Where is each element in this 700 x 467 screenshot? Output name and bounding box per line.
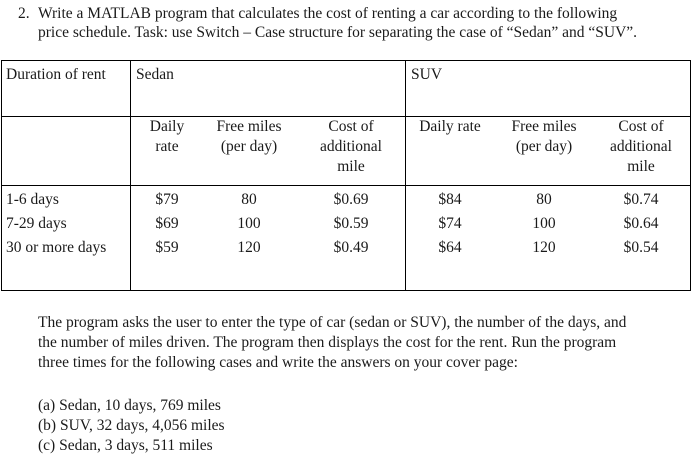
row-suv-cost: $0.54 bbox=[623, 239, 659, 256]
problem-number: 2. bbox=[18, 5, 30, 22]
problem-statement bbox=[18, 4, 694, 42]
problem-line-1: Write a MATLAB program that calculates the cost of renting a car according to the following bbox=[38, 5, 618, 22]
row-suv-free: 120 bbox=[532, 239, 556, 256]
list-item: (b) SUV, 32 days, 4,056 miles bbox=[38, 417, 225, 434]
instructions-line-1: The program asks the user to enter the type of car (sedan or SUV), the number of the days, and bbox=[38, 314, 627, 331]
row-sedan-rate: $69 bbox=[155, 215, 179, 232]
test-cases-list bbox=[38, 396, 225, 456]
subheader-text: mile bbox=[627, 158, 655, 175]
row-suv-rate: $64 bbox=[438, 239, 462, 256]
row-sedan-rate: $59 bbox=[155, 239, 179, 256]
problem-line-2: price schedule. Task: use Switch – Case structure for separating the case of “Sedan” and “SUV”. bbox=[38, 24, 638, 41]
header-sedan: Sedan bbox=[136, 66, 174, 83]
row-duration: 30 or more days bbox=[6, 239, 107, 256]
table-divider-duration bbox=[130, 61, 131, 290]
subheader-text: Daily bbox=[149, 118, 185, 135]
instructions-paragraph bbox=[38, 313, 688, 373]
subheader-text: additional bbox=[610, 138, 672, 155]
row-sedan-free: 120 bbox=[237, 239, 261, 256]
subheader-suv-cost bbox=[594, 117, 688, 177]
row-suv-free: 80 bbox=[536, 191, 552, 208]
problem-text bbox=[38, 4, 694, 42]
subheader-sedan-free-miles bbox=[200, 117, 298, 157]
subheader-text: Daily rate bbox=[419, 118, 481, 135]
subheader-sedan-daily-rate bbox=[134, 117, 200, 157]
header-suv: SUV bbox=[411, 66, 443, 83]
row-duration: 7-29 days bbox=[6, 215, 67, 232]
subheader-text: mile bbox=[337, 158, 365, 175]
row-sedan-cost: $0.69 bbox=[333, 191, 369, 208]
subheader-text: Free miles bbox=[511, 118, 577, 135]
list-item: (c) Sedan, 3 days, 511 miles bbox=[38, 437, 213, 454]
subheader-text: rate bbox=[155, 138, 179, 155]
subheader-suv-free-miles bbox=[494, 117, 594, 157]
row-suv-cost: $0.74 bbox=[623, 191, 659, 208]
row-suv-free: 100 bbox=[532, 215, 556, 232]
subheader-text: (per day) bbox=[220, 138, 278, 155]
row-duration: 1-6 days bbox=[6, 191, 59, 208]
row-suv-rate: $84 bbox=[438, 191, 462, 208]
subheader-text: additional bbox=[320, 138, 382, 155]
table-divider-subheader bbox=[2, 185, 690, 186]
row-sedan-free: 100 bbox=[237, 215, 261, 232]
row-suv-cost: $0.64 bbox=[623, 215, 659, 232]
subheader-sedan-cost bbox=[298, 117, 404, 177]
instructions-line-2: the number of miles driven. The program then displays the cost for the rent. Run the program bbox=[38, 334, 617, 351]
header-duration: Duration of rent bbox=[6, 66, 106, 83]
subheader-text: Cost of bbox=[328, 118, 374, 135]
subheader-text: (per day) bbox=[515, 138, 573, 155]
row-sedan-rate: $79 bbox=[155, 191, 179, 208]
price-schedule-table bbox=[1, 60, 691, 291]
subheader-suv-daily-rate bbox=[406, 117, 494, 137]
row-sedan-cost: $0.49 bbox=[333, 239, 369, 256]
row-sedan-free: 80 bbox=[241, 191, 257, 208]
subheader-text: Free miles bbox=[216, 118, 282, 135]
row-sedan-cost: $0.59 bbox=[333, 215, 369, 232]
list-item: (a) Sedan, 10 days, 769 miles bbox=[38, 397, 221, 414]
instructions-line-3: three times for the following cases and write the answers on your cover page: bbox=[38, 354, 518, 371]
subheader-text: Cost of bbox=[618, 118, 664, 135]
row-suv-rate: $74 bbox=[438, 215, 462, 232]
